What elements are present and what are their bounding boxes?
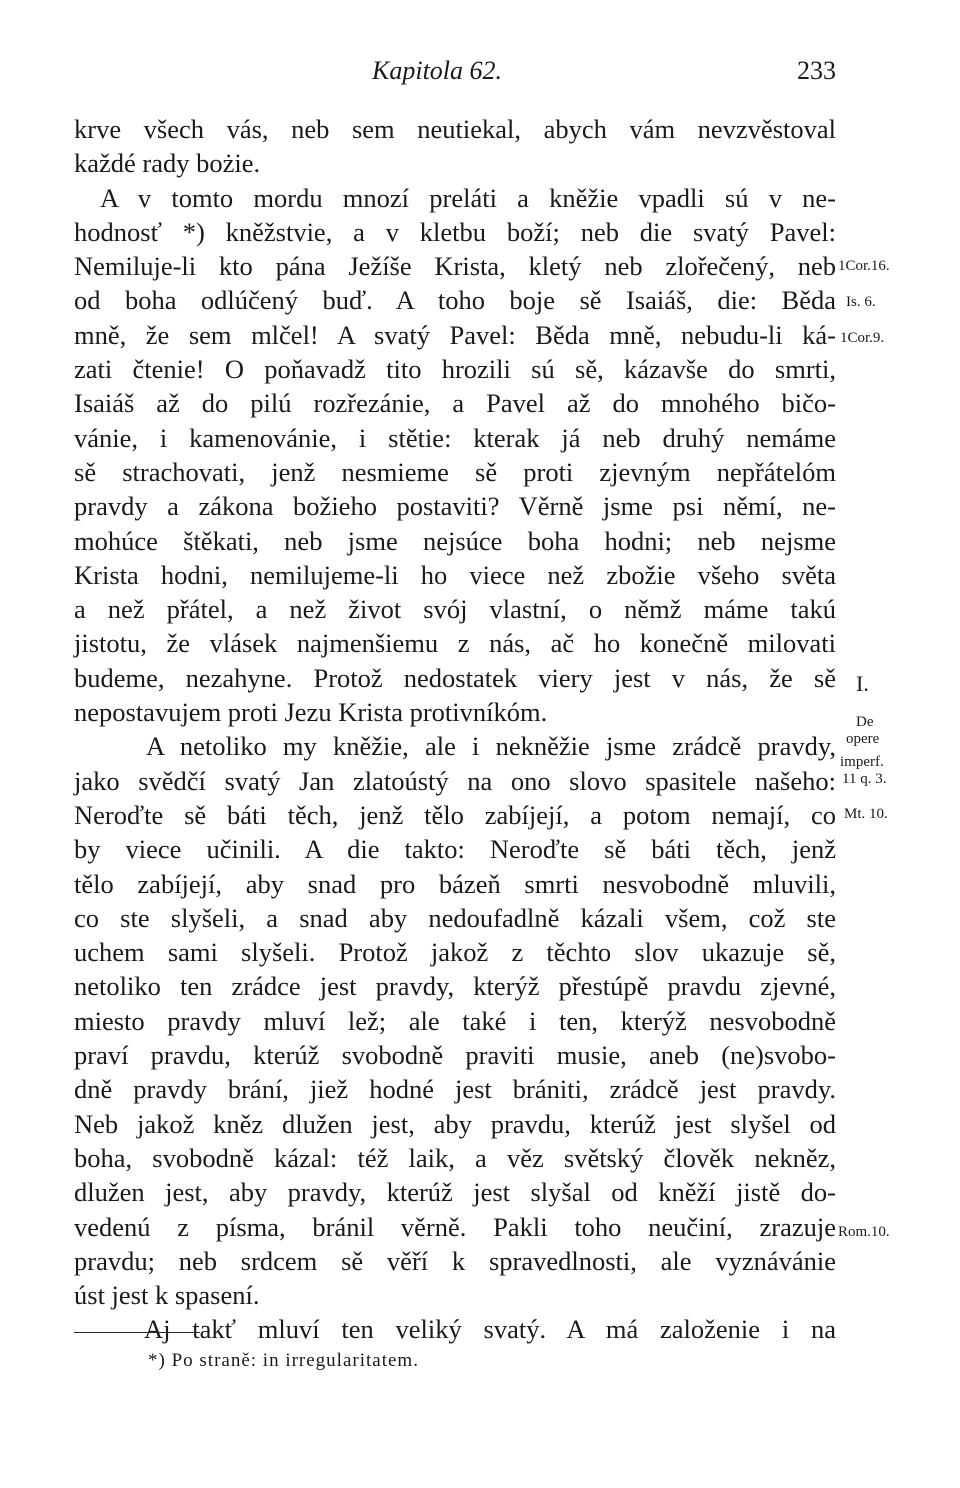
text-line: sě strachovati, jenž nesmieme sě proti zjevným nepřátelóm (74, 456, 836, 487)
text-line: dně pravdy brání, jiež hodné jest brániti, zrádcě jest pravdy. (74, 1074, 836, 1105)
text-line: vánie, i kamenovánie, i stětie: kterak já neb druhý nemáme (74, 422, 836, 453)
text-line: od boha odlúčený buď. A toho boje sě Isaiáš, die: Běda (74, 285, 836, 316)
text-line: A v tomto mordu mnozí preláti a kněžie vpadli sú v ne- (100, 182, 836, 213)
margin-note: Is. 6. (846, 294, 876, 310)
text-line: co ste slyšeli, a snad aby nedoufadlně kázali všem, což ste (74, 902, 836, 933)
running-head (0, 56, 960, 96)
margin-note: imperf. (840, 754, 884, 770)
text-line: Neroďte sě báti těch, jenž tělo zabíjejí, a potom nemají, co (74, 799, 836, 830)
text-line: by viece učinili. A die takto: Neroďte sě báti těch, jenž (74, 834, 836, 865)
text-line: mohúce štěkati, neb jsme nejsúce boha hodni; neb nejsme (74, 525, 836, 556)
text-line: uchem sami slyšeli. Protož jakož z těchto slov ukazuje sě, (74, 937, 836, 968)
text-line: krve všech vás, neb sem neutiekal, abych vám nevzvěstoval (74, 114, 836, 144)
margin-note: De (856, 714, 874, 730)
text-line: Krista hodni, nemilujeme-li ho viece než zbožie všeho světa (74, 559, 836, 590)
running-title: Kapitola 62. (372, 56, 503, 85)
footnote-rule (74, 1332, 200, 1333)
margin-note: I. (856, 671, 869, 696)
text-line: A netoliko my kněžie, ale i nekněžie jsme zrádcě pravdy, (146, 731, 836, 762)
text-line: Isaiáš až do pilú rozřezánie, a Pavel až do mnohého bičo- (74, 388, 836, 419)
margin-note: 1Cor.9. (840, 330, 885, 346)
text-line: vedenú z písma, bránil věrně. Pakli toho neučiní, zrazuje (74, 1211, 836, 1242)
text-line: tělo zabíjejí, aby snad pro bázeň smrti nesvobodně mluvili, (74, 868, 836, 899)
text-line: boha, svobodně kázal: též laik, a věz světský člověk nekněz, (74, 1142, 836, 1173)
text-line: Nemiluje-li kto pána Ježíše Krista, kletý neb zlořečený, neb (74, 251, 836, 282)
footnote: *) Po straně: in irregularitatem. (148, 1350, 419, 1371)
text-line: pravdy a zákona božieho postaviti? Věrně jsme psi němí, ne- (74, 491, 836, 522)
text-line: netoliko ten zrádce jest pravdy, kterýž přestúpě pravdu zjevné, (74, 971, 836, 1002)
text-line: miesto pravdy mluví lež; ale také i ten, kterýž nesvobodně (74, 1005, 836, 1036)
text-line: mně, že sem mlčel! A svatý Pavel: Běda mně, nebudu-li ká- (74, 319, 836, 350)
text-line: hodnosť *) kněžstvie, a v kletbu boží; neb die svatý Pavel: (74, 216, 836, 247)
text-line: zati čtenie! O poňavadž tito hrozili sú sě, kázavše do smrti, (74, 354, 836, 385)
text-line: a než přátel, a než život svój vlastní, o němž máme takú (74, 594, 836, 625)
text-line: Neb jakož kněz dlužen jest, aby pravdu, kterúž jest slyšel od (74, 1108, 836, 1139)
text-line: pravdu; neb srdcem sě věří k spravedlnosti, ale vyznávánie (74, 1245, 836, 1276)
margin-note: 11 q. 3. (842, 771, 887, 787)
text-line: Aj takť mluví ten veliký svatý. A má založenie i na (144, 1314, 836, 1345)
text-line: jistotu, že vlásek najmenšiemu z nás, ač ho konečně milovati (74, 628, 836, 659)
body-text (74, 112, 836, 1347)
text-line: praví pravdu, kterúž svobodně praviti musie, aneb (ne)svobo- (74, 1040, 836, 1071)
text-line: nepostavujem proti Jezu Krista protivníkóm. (74, 697, 548, 728)
margin-note: Rom.10. (838, 1224, 890, 1240)
text-line: budeme, nezahyne. Protož nedostatek viery jest v nás, že sě (74, 662, 836, 693)
text-line: každé rady bożie. (74, 148, 261, 179)
text-line: úst jest k spasení. (74, 1280, 260, 1311)
margin-note: Mt. 10. (844, 806, 888, 822)
margin-note: opere (846, 731, 880, 747)
text-line: jako svědčí svatý Jan zlatoústý na ono slovo spasitele našeho: (74, 765, 836, 796)
margin-note: 1Cor.16. (838, 258, 890, 274)
page-number: 233 (797, 56, 836, 85)
text-line: dlužen jest, aby pravdy, kterúž jest slyšal od kněží jistě do- (74, 1177, 836, 1208)
